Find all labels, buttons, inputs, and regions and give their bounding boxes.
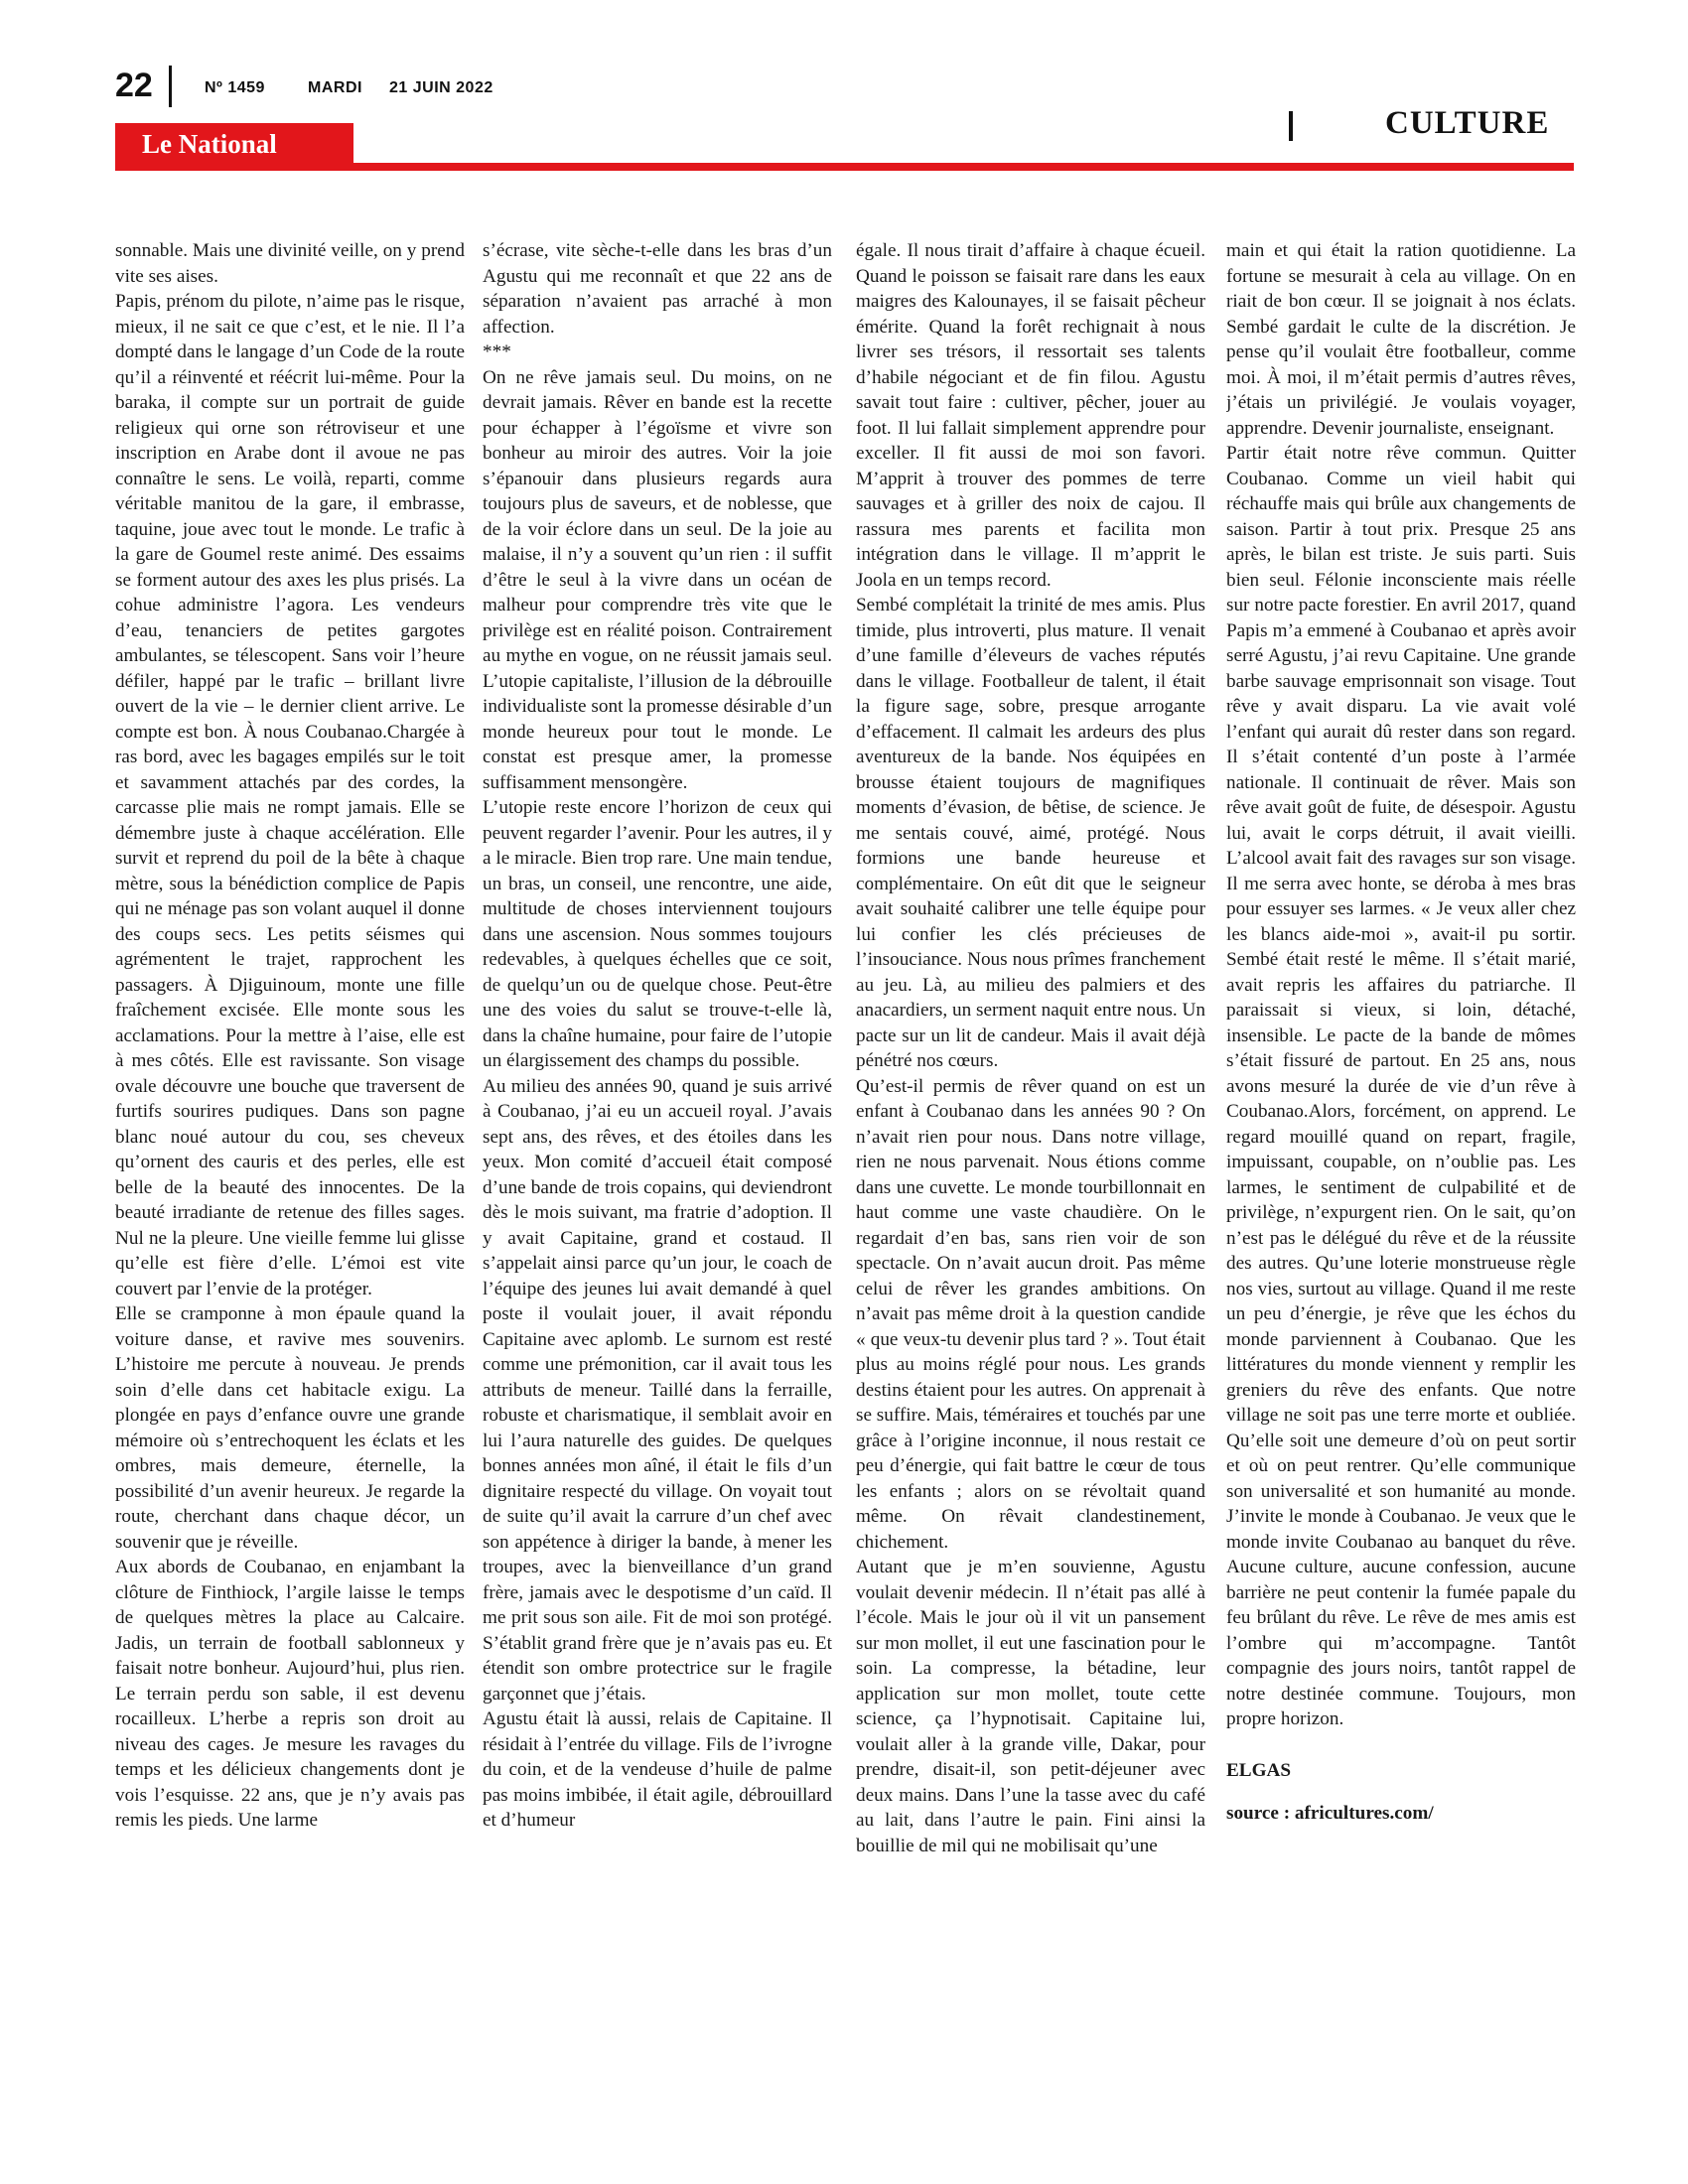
author-signature: ELGAS <box>1226 1759 1292 1781</box>
header-divider <box>169 66 172 107</box>
section-divider <box>1289 111 1293 141</box>
page-number: 22 <box>115 67 153 104</box>
paragraph: égale. Il nous tirait d’affaire à chaque écueil. Quand le poisson se faisait rare dans les eaux maigres des Kalounayes, il se faisait pêcheur émérite. Quand la forêt rechignait à nous livrer ses trésors, il ressortait ses talents d’habile négociant et de fin filou. Agustu savait tout faire : cultiver, pêcher, jouer au foot. Il lui fallait simplement apprendre pour exceller. Il fit aussi de moi son favori. M’apprit à trouver des pommes de terre sauvages et à griller des noix de cajou. Il rassura mes parents et facilita mon intégration dans le village. Il m’apprit le Joola en un temps record. <box>856 240 1205 591</box>
source-credit: source : africultures.com/ <box>1226 1803 1434 1824</box>
paragraph: Autant que je m’en souvienne, Agustu voulait devenir médecin. Il n’était pas allé à l’école. Mais le jour où il vit un pansement sur mon mollet, il eut une fascination pour le soin. La compresse, la bétadine, leur application sur mon mollet, toute cette science, ça l’hypnotisait. Capitaine lui, voulait aller à la grande ville, Dakar, pour prendre, disait-il, son petit-déjeuner avec deux mains. Dans l’une la tasse avec du café au lait, dans l’autre le pain. Fini ainsi la bouillie de mil qui ne mobilisait qu’une <box>856 1557 1205 1856</box>
article-column-2 <box>483 238 832 2105</box>
paragraph: Aux abords de Coubanao, en enjambant la clôture de Finthiock, l’argile laisse le temps de quelques mètres la place au Calcaire. Jadis, un terrain de football sablonneux y faisait notre bonheur. Aujourd’hui, plus rien. Le terrain perdu son sable, il est devenu rocailleux. L’herbe a repris son droit au niveau des cages. Je mesure les ravages du temps et les délicieux changements dont je vois l’esquisse. 22 ans, que je n’y avais pas remis les pieds. Une larme <box>115 1557 465 1831</box>
paragraph: Agustu était là aussi, relais de Capitaine. Il résidait à l’entrée du village. Fils de l’ivrogne du coin, et de la vendeuse d’huile de palme pas moins imbibée, il était agile, débrouillard et d’humeur <box>483 1708 832 1831</box>
article-column-1 <box>115 238 465 2105</box>
header-rule <box>115 163 1574 171</box>
paragraph: L’utopie reste encore l’horizon de ceux qui peuvent regarder l’avenir. Pour les autres, il y a le miracle. Bien trop rare. Une main tendue, un bras, un conseil, une rencontre, une aide, multitude de choses interviennent toujours dans une ascension. Nous sommes toujours redevables, à quelques échelles que ce soit, de quelqu’un ou de quelque chose. Peut-être une des voies du salut se trouve-t-elle là, dans la chaîne humaine, pour faire de l’utopie un élargissement des champs du possible. <box>483 797 832 1071</box>
paragraph: s’écrase, vite sèche-t-elle dans les bras d’un Agustu qui me reconnaît et que 22 ans de séparation n’avaient pas arraché à mon affection. <box>483 240 832 338</box>
issue-number: Nº 1459 <box>205 79 265 96</box>
article-column-3 <box>856 238 1205 2105</box>
paragraph: main et qui était la ration quotidienne. La fortune se mesurait à cela au village. On en riait de bon cœur. Il se joignait à nos éclats. Sembé gardait le culte de la discrétion. Je pense qu’il voulait être footballeur, comme moi. À moi, il m’était permis d’autres rêves, j’étais un privilégié. Je voulais voyager, apprendre. Devenir journaliste, enseignant. <box>1226 240 1576 439</box>
article-column-4 <box>1226 238 1576 2105</box>
newspaper-logo: Le National <box>142 129 277 159</box>
paragraph: On ne rêve jamais seul. Du moins, on ne devrait jamais. Rêver en bande est la recette pour échapper à l’égoïsme et vivre son bonheur au miroir des autres. Voir la joie s’épanouir dans plusieurs regards aura toujours plus de saveurs, et de noblesse, que de la voir éclore dans un seul. De la joie au malaise, il n’y a souvent qu’un rien : il suffit d’être le seul à la vivre dans un océan de malheur pour comprendre très vite que le privilège est en réalité poison. Contrairement au mythe en vogue, on ne réussit jamais seul. L’utopie capitaliste, l’illusion de la débrouille individualiste sont la promesse désirable d’un monde heureux pour tout le monde. Le constat est presque amer, la promesse suffisamment mensongère. <box>483 366 832 793</box>
page-header <box>0 0 1688 179</box>
paragraph: Qu’est-il permis de rêver quand on est un enfant à Coubanao dans les années 90 ? On n’avait rien pour nous. Dans notre village, rien ne nous parvenait. Nous étions comme dans une cuvette. Le monde tourbillonnait en haut comme une vaste chaudière. On le regardait d’en bas, sans rien voir de son spectacle. On n’avait aucun droit. Pas même celui de rêver les grandes ambitions. On n’avait pas même droit à la question candide « que veux-tu devenir plus tard ? ». Tout était plus au moins réglé pour nous. Les grands destins étaient pour les autres. On apprenait à se suffire. Mais, téméraires et touchés par une grâce à l’origine inconnue, il nous restait ce peu d’énergie, qui fait battre le cœur de tous les enfants ; alors on se révoltait quand même. On rêvait clandestinement, chichement. <box>856 1075 1205 1553</box>
paragraph: Sembé complétait la trinité de mes amis. Plus timide, plus introverti, plus mature. Il venait d’une famille d’éleveurs de vaches réputés dans le village. Footballeur de talent, il était la figure sage, sobre, presque arrogante d’effacement. Il calmait les ardeurs des plus aventureux de la bande. Nos équipées en brousse étaient toujours de magnifiques moments d’évasion, de bêtise, de science. Je me sentais couvé, aimé, protégé. Nous formions une bande heureuse et complémentaire. On eût dit que le seigneur avait souhaité calibrer une telle équipe pour lui confier les clés précieuses de l’insouciance. Nous nous prîmes franchement au jeu. Là, au milieu des palmiers et des anacardiers, un serment naquit entre nous. Un pacte sur un lit de candeur. Mais il avait déjà pénétré nos cœurs. <box>856 595 1205 1071</box>
issue-date: 21 JUIN 2022 <box>389 79 493 96</box>
section-title: CULTURE <box>1385 105 1550 141</box>
section-break: *** <box>483 341 511 362</box>
paragraph: Au milieu des années 90, quand je suis arrivé à Coubanao, j’ai eu un accueil royal. J’avais sept ans, des rêves, et des étoiles dans les yeux. Mon comité d’accueil était composé d’une bande de trois copains, qui deviendront dès le mois suivant, ma fratrie d’adoption. Il y avait Capitaine, grand et costaud. Il s’appelait ainsi parce qu’un jour, le coach de l’équipe des jeunes lui avait demandé à quel poste il voulait jouer, il avait répondu Capitaine avec aplomb. Le surnom est resté comme une prémonition, car il avait tous les attributs de meneur. Taillé dans la ferraille, robuste et charismatique, il semblait avoir en lui l’aura naturelle des guides. De quelques bonnes années mon aîné, il était le fils d’un dignitaire respecté du village. On voyait tout de suite qu’il avait la carrure d’un chef avec son appétence à diriger la bande, à mener les troupes, avec la bienveillance d’un grand frère, jamais avec le despotisme d’un caïd. Il me prit sous son aile. Fit de moi son protégé. S’établit grand frère que je n’avais pas eu. Et étendit son ombre protectrice sur le fragile garçonnet que j’étais. <box>483 1075 832 1705</box>
paragraph: sonnable. Mais une divinité veille, on y prend vite ses aises. <box>115 240 465 287</box>
paragraph: Elle se cramponne à mon épaule quand la voiture danse, et ravive mes souvenirs. L’histoire me percute à nouveau. Je prends soin d’elle dans cet habitacle exigu. La plongée en pays d’enfance ouvre une grande mémoire où s’entrechoquent les éclats et les ombres, mais demeure, éternelle, la possibilité d’un avenir heureux. Je regarde la route, cherchant dans chaque décor, un souvenir que je réveille. <box>115 1303 465 1553</box>
issue-day: MARDI <box>308 79 362 96</box>
paragraph: Partir était notre rêve commun. Quitter Coubanao. Comme un vieil habit qui réchauffe mais qui brûle aux changements de saison. Partir à tout prix. Presque 25 ans après, le bilan est triste. Je suis parti. Suis bien seul. Félonie inconsciente mais réelle sur notre pacte forestier. En avril 2017, quand Papis m’a emmené à Coubanao et après avoir serré Agustu, j’ai revu Capitaine. Une grande barbe sauvage emprisonnait son visage. Tout rêve y avait disparu. La vie avait volé l’enfant qui aurait dû rester dans son regard. Il s’était contenté d’un poste à l’armée nationale. Il continuait de rêver. Mais son rêve avait goût de fuite, de désespoir. Agustu lui, avait le corps détruit, il avait vieilli. L’alcool avait fait des ravages sur son visage. Il me serra avec honte, se déroba à mes bras pour essuyer ses larmes. « Je veux aller chez les blancs aide-moi », avait-il pu sortir. Sembé était resté le même. Il s’était marié, avait repris les affaires du patriarche. Il paraissait si vieux, si loin, détaché, insensible. Le pacte de la bande de mômes s’était fissuré de partout. En 25 ans, nous avons mesuré la durée de vie d’un rêve à Coubanao.Alors, forcément, on apprend. Le regard mouillé quand on repart, fragile, impuissant, coupable, on n’oublie pas. Les larmes, le sentiment de culpabilité et de privilège, n’expurgent rien. On le sait, qu’on n’est pas le délégué du rêve et de la réussite des autres. Qu’une loterie monstrueuse règle nos vies, surtout au village. Quand il me reste un peu d’énergie, je rêve que les échos du monde parviennent à Coubanao. Que les littératures du monde viennent y remplir les greniers du rêve des enfants. Que notre village ne soit pas une terre morte et oubliée. Qu’elle soit une demeure d’où on peut sortir et où on peut rentrer. Qu’elle communique son universalité et son humanité au monde. J’invite le monde à Coubanao. Je veux que le monde invite Coubanao au banquet du rêve. Aucune culture, aucune confession, aucune barrière ne peut contenir la fumée papale du feu brûlant du rêve. Le rêve de mes amis est l’ombre qui m’accompagne. Tantôt compagnie des jours noirs, tantôt rappel de notre destinée commune. Toujours, mon propre horizon. <box>1226 443 1576 1729</box>
paragraph: Papis, prénom du pilote, n’aime pas le risque, mieux, il ne sait ce que c’est, et le nie. Il l’a dompté dans le langage d’un Code de la route qu’il a réinventé et réécrit lui-même. Pour la baraka, il compte sur un portrait de guide religieux qui orne son rétroviseur et une inscription en Arabe dont il avoue ne pas connaître le sens. Le voilà, reparti, comme véritable manitou de la gare, il embrasse, taquine, joue avec tout le monde. Le trafic à la gare de Goumel reste animé. Des essaims se forment autour des axes les plus prisés. La cohue administre l’agora. Les vendeurs d’eau, tenanciers de petites gargotes ambulantes, se télescopent. Sans voir l’heure défiler, happé par le trafic – brillant livre ouvert de la vie – le dernier client arrive. Le compte est bon. À nous Coubanao.Chargée à ras bord, avec les bagages empilés sur le toit et savamment attachés par des cordes, la carcasse plie mais ne rompt jamais. Elle se démembre juste à chaque accélération. Elle survit et reprend du poil de la bête à chaque mètre, sous la bénédiction complice de Papis qui ne ménage pas son volant auquel il donne des coups secs. Les petits séismes qui agrémentent le trajet, rapprochent les passagers. À Djiguinoum, monte une fille fraîchement excisée. Elle monte sous les acclamations. Pour la mettre à l’aise, elle est à mes côtés. Elle est ravissante. Son visage ovale découvre une bouche que traversent de furtifs sourires pudiques. Dans son pagne blanc noué autour du cou, ses cheveux qu’ornent des cauris et des perles, elle est belle de la beauté des innocentes. De la beauté irradiante de retenue des filles sages. Nul ne la pleure. Une vieille femme lui glisse qu’elle est fière d’elle. L’émoi est vite couvert par l’envie de la protéger. <box>115 291 465 1299</box>
